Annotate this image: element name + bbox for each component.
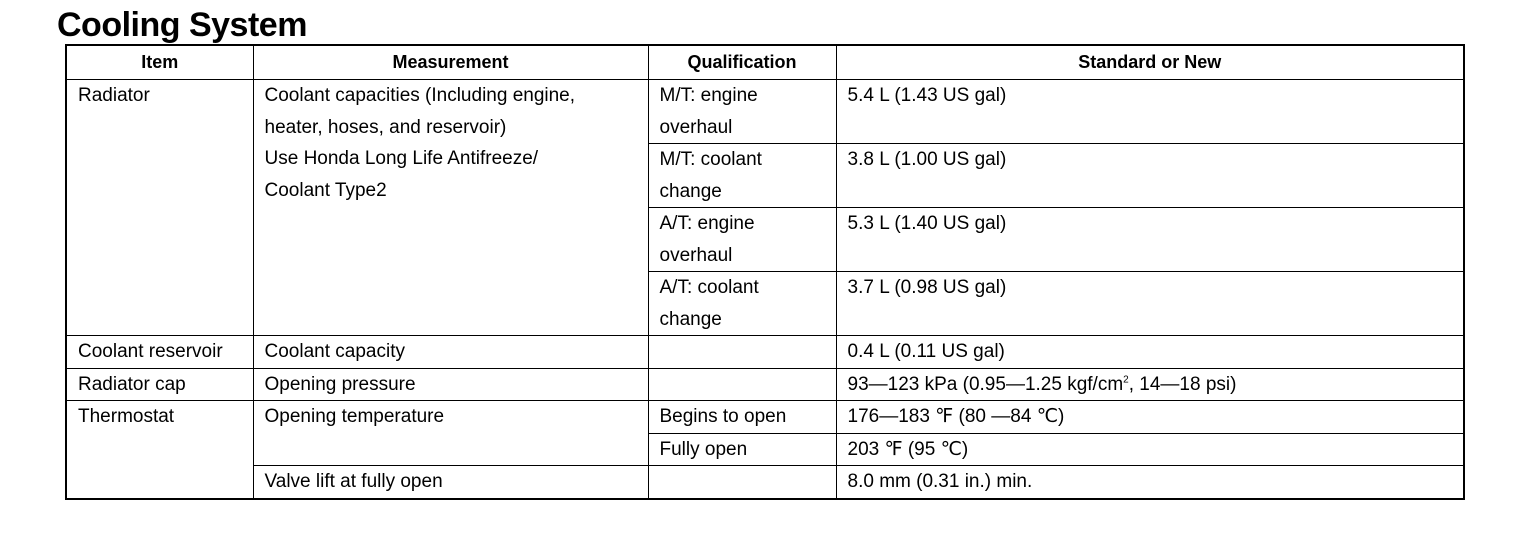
radiator-cap-value-main: 93—123 kPa (0.95—1.25 kgf/cm xyxy=(847,373,1124,395)
radiator-measurement-line3: Use Honda Long Life Antifreeze/ xyxy=(264,148,539,169)
thermostat-lift-qualification xyxy=(648,466,836,499)
radiator-qualification xyxy=(648,144,836,208)
table-row xyxy=(66,368,1464,401)
table-row xyxy=(66,401,1464,434)
radiator-cap-value-tail: , 14—18 psi) xyxy=(1128,373,1237,395)
radiator-cap-value-superscript: 2 xyxy=(1123,374,1129,386)
thermostat-begins-value: 176—183 ℉ (80 —84 ℃) xyxy=(836,401,1464,434)
qualification-line: overhaul xyxy=(659,244,733,266)
radiator-value: 5.3 L (1.40 US gal) xyxy=(836,208,1464,272)
thermostat-fully-label: Fully open xyxy=(648,433,836,466)
header-qualification: Qualification xyxy=(648,45,836,80)
radiator-measurement xyxy=(253,80,648,336)
header-standard: Standard or New xyxy=(836,45,1464,80)
thermostat-measurement-lift: Valve lift at fully open xyxy=(253,466,648,499)
page-title: Cooling System xyxy=(57,6,307,44)
qualification-line: M/T: engine xyxy=(659,85,758,106)
qualification-line: A/T: engine xyxy=(659,213,755,234)
table-row xyxy=(66,466,1464,499)
radiator-item: Radiator xyxy=(66,80,253,336)
thermostat-measurement-temp: Opening temperature xyxy=(253,401,648,466)
radiator-value: 3.7 L (0.98 US gal) xyxy=(836,272,1464,336)
qualification-line: M/T: coolant xyxy=(659,149,762,170)
radiator-measurement-line2: heater, hoses, and reservoir) xyxy=(264,116,507,138)
radiator-value: 3.8 L (1.00 US gal) xyxy=(836,144,1464,208)
reservoir-qualification xyxy=(648,336,836,369)
qualification-line: change xyxy=(659,180,722,202)
qualification-line: A/T: coolant xyxy=(659,277,759,298)
thermostat-lift-value: 8.0 mm (0.31 in.) min. xyxy=(836,466,1464,499)
header-item: Item xyxy=(66,45,253,80)
thermostat-fully-value: 203 ℉ (95 ℃) xyxy=(836,433,1464,466)
table-row xyxy=(66,336,1464,369)
radiator-cap-measurement: Opening pressure xyxy=(253,368,648,401)
radiator-measurement-line1: Coolant capacities (Including engine, xyxy=(264,85,576,106)
thermostat-item: Thermostat xyxy=(66,401,253,499)
table-row xyxy=(66,80,1464,144)
cooling-system-spec-table xyxy=(65,44,1465,500)
radiator-cap-qualification xyxy=(648,368,836,401)
qualification-line: change xyxy=(659,308,722,330)
table-header-row xyxy=(66,45,1464,80)
radiator-qualification xyxy=(648,80,836,144)
radiator-cap-value xyxy=(836,368,1464,401)
radiator-cap-item: Radiator cap xyxy=(66,368,253,401)
qualification-line: overhaul xyxy=(659,116,733,138)
header-measurement: Measurement xyxy=(253,45,648,80)
radiator-measurement-line4: Coolant Type2 xyxy=(264,179,387,201)
thermostat-begins-label: Begins to open xyxy=(648,401,836,434)
reservoir-value: 0.4 L (0.11 US gal) xyxy=(836,336,1464,369)
radiator-value: 5.4 L (1.43 US gal) xyxy=(836,80,1464,144)
reservoir-item: Coolant reservoir xyxy=(66,336,253,369)
reservoir-measurement: Coolant capacity xyxy=(253,336,648,369)
radiator-qualification xyxy=(648,272,836,336)
radiator-qualification xyxy=(648,208,836,272)
